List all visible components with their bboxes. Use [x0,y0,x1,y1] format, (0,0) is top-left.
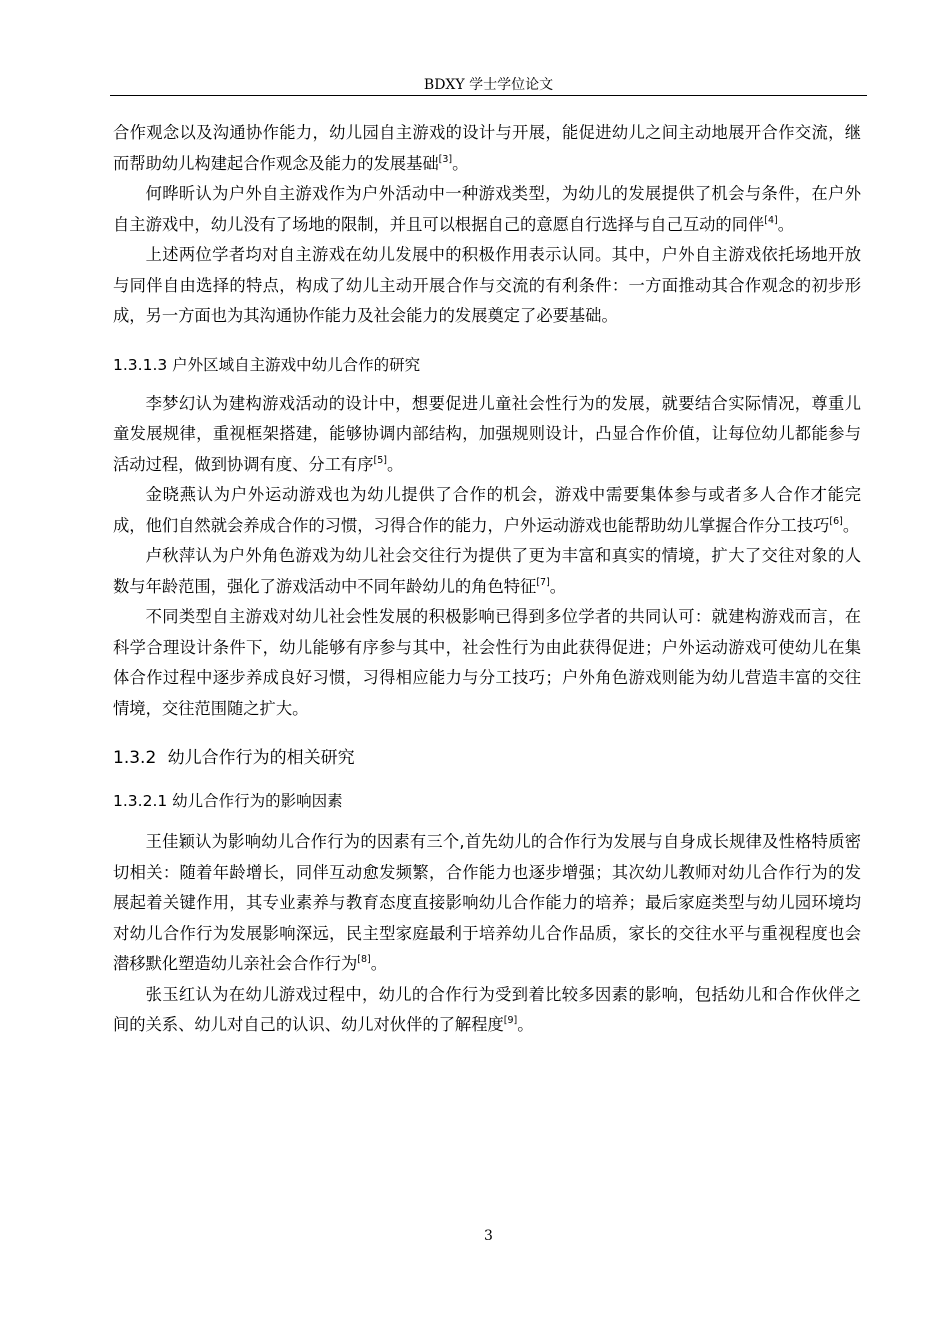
citation: [7] [536,576,550,588]
paragraph-tail: 。 [370,954,387,973]
paragraph [113,118,861,179]
paragraph-text: 李梦幻认为建构游戏活动的设计中，想要促进儿童社会性行为的发展，就要结合实际情况，尊重儿童发展规律，重视框架搭建，能够协调内部结构，加强规则设计，凸显合作价值，让每位幼儿都能参与活动过程，做到协调有度、分工有序 [113,393,861,474]
paragraph-tail: 。 [842,515,860,535]
paragraph-tail: 。 [452,153,469,173]
paragraph-tail: 。 [386,454,404,474]
paragraph-text: 上述两位学者均对自主游戏在幼儿发展中的积极作用表示认同。其中，户外自主游戏依托场地开放与同伴自由选择的特点，构成了幼儿主动开展合作与交流的有利条件：一方面推动其合作观念的初步形成，另一方面也为其沟通协作能力及社会能力的发展奠定了必要基础。 [113,245,861,325]
paragraph [113,240,861,332]
citation: [5] [373,454,387,466]
paragraph-text: 金晓燕认为户外运动游戏也为幼儿提供了合作的机会，游戏中需要集体参与或者多人合作才能完成，他们自然就会养成合作的习惯，习得合作的能力，户外运动游戏也能帮助幼儿掌握合作分工技巧 [113,485,861,535]
paragraph-text: 不同类型自主游戏对幼儿社会性发展的积极影响已得到多位学者的共同认可：就建构游戏而言，在科学合理设计条件下，幼儿能够有序参与其中，社会性行为由此获得促进；户外运动游戏可使幼儿在集体合作过程中逐步养成良好习惯，习得相应能力与分工技巧；户外角色游戏则能为幼儿营造丰富的交往情境，交往范围随之扩大。 [113,607,861,718]
paragraph-text: 王佳颖认为影响幼儿合作行为的因素有三个,首先幼儿的合作行为发展与自身成长规律及性格特质密切相关：随着年龄增长，同伴互动愈发频繁，合作能力也逐步增强；其次幼儿教师对幼儿合作行为的发展起着关键作用，其专业素养与教育态度直接影响幼儿合作能力的培养；最后家庭类型与幼儿园环境均对幼儿合作行为发展影响深远，民主型家庭最利于培养幼儿合作品质，家长的交往水平与重视程度也会潜移默化塑造幼儿亲社会合作行为 [113,832,861,973]
paragraph-text: 何晔昕认为户外自主游戏作为户外活动中一种游戏类型，为幼儿的发展提供了机会与条件，在户外自主游戏中，幼儿没有了场地的限制，并且可以根据自己的意愿自行选择与自己互动的同伴 [113,184,861,234]
paragraph-text: 合作观念以及沟通协作能力，幼儿园自主游戏的设计与开展，能促进幼儿之间主动地展开合作交流，继而帮助幼儿构建起合作观念及能力的发展基础 [113,123,861,173]
citation: [3] [438,153,453,165]
subsection-heading: 1.3.2.1 幼儿合作行为的影响因素 [113,792,343,810]
paragraph-tail: 。 [517,1015,534,1034]
paragraph [113,980,861,1041]
paragraph [113,827,861,980]
citation: [8] [357,954,371,965]
section-heading: 1.3.2 幼儿合作行为的相关研究 [113,748,355,768]
citation: [6] [829,515,843,527]
subsection-heading: 1.3.1.3 户外区域自主游戏中幼儿合作的研究 [113,355,421,374]
paragraph [113,480,861,541]
citation: [9] [503,1015,518,1026]
paragraph-tail: 。 [777,214,795,234]
page-header: BDXY 学士学位论文 [423,77,554,93]
header-rule [110,95,867,96]
paragraph [113,389,861,481]
paragraph-text: 卢秋萍认为户外角色游戏为幼儿社会交往行为提供了更为丰富和真实的情境，扩大了交往对象的人数与年龄范围，强化了游戏活动中不同年龄幼儿的角色特征 [113,546,861,596]
paragraph-tail: 。 [549,576,567,596]
paragraph [113,602,861,724]
paragraph-text: 张玉红认为在幼儿游戏过程中，幼儿的合作行为受到着比较多因素的影响，包括幼儿和合作伙伴之间的关系、幼儿对自己的认识、幼儿对伙伴的了解程度 [113,984,861,1034]
paragraph [113,179,861,240]
page-body [113,118,861,1041]
page-number: 3 [484,1228,493,1244]
citation: [4] [764,214,778,226]
paragraph [113,541,861,602]
